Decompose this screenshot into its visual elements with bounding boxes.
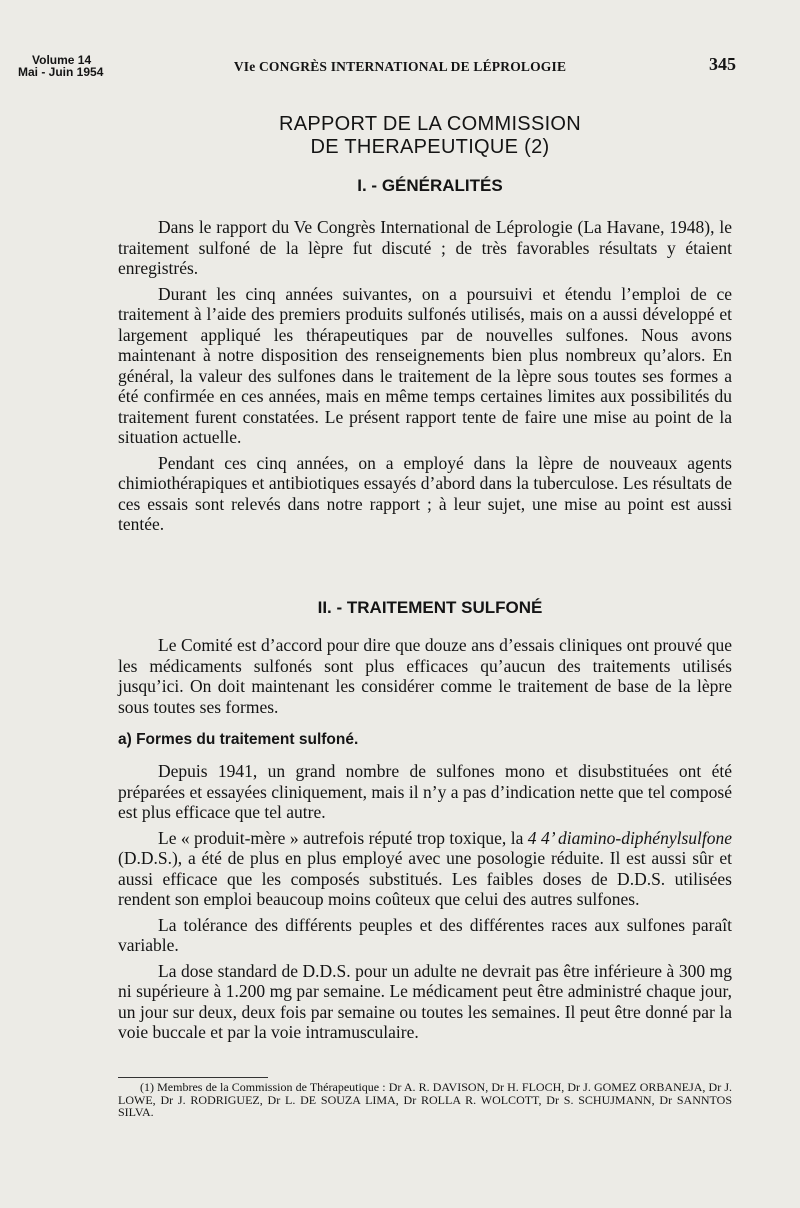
section-heading-generalites: I. - GÉNÉRALITÉS bbox=[357, 176, 503, 195]
report-title-line-1: RAPPORT DE LA COMMISSION bbox=[278, 113, 582, 135]
paragraph: La tolérance des différents peuples et des différentes races aux sulfones paraît variable. bbox=[118, 914, 732, 955]
footnote-text: (1) Membres de la Commission de Thérapeutique : Dr A. R. DAVISON, Dr H. FLOCH, Dr J. GOMEZ ORBANEJA, Dr J. LOWE, Dr J. RODRIGUEZ, Dr L. DE SOUZA LIMA, Dr ROLLA R. WOLCOTT, Dr S. SCHUJMANN, Dr SANNTOS SILVA. bbox=[118, 1080, 732, 1119]
text-run: Le « produit-mère » autrefois réputé trop toxique, la bbox=[158, 827, 528, 848]
paragraph: Depuis 1941, un grand nombre de sulfones mono et disubstituées ont été préparées et essayées cliniquement, mais il n’y a pas d’indication nette que tel composé est plus efficace que tel autre. bbox=[118, 761, 732, 822]
text-run: (D.D.S.), a été de plus en plus employé avec une posologie réduite. Il est aussi sûr et aussi efficace que les composés substitués. Les faibles doses de D.D.S. utilisées rendent son emploi beaucoup moins coûteux que celui des autres sulfones. bbox=[118, 848, 732, 909]
running-header: VIe CONGRÈS INTERNATIONAL DE LÉPROLOGIE bbox=[233, 59, 567, 74]
footnote bbox=[118, 1081, 732, 1119]
report-title-line-2: DE THERAPEUTIQUE (2) bbox=[310, 136, 550, 158]
section-body-traitement-sulfone bbox=[118, 635, 732, 722]
paragraph: La dose standard de D.D.S. pour un adulte ne devrait pas être inférieure à 300 mg ni supérieure à 1.200 mg par semaine. Le médicament peut être administré chaque jour, un jour sur deux, deux fois par semaine ou toutes les semaines. Il peut être donné par la voie buccale et par la voie intramusculaire. bbox=[118, 960, 732, 1042]
page-number: 345 bbox=[709, 54, 736, 74]
paragraph: Dans le rapport du Ve Congrès International de Léprologie (La Havane, 1948), le traitement sulfoné de la lèpre fut discuté ; de très favorables résultats y étaient enregistrés. bbox=[118, 217, 732, 278]
section-body-generalites bbox=[118, 217, 732, 540]
subsection-heading-formes: a) Formes du traitement sulfoné. bbox=[118, 731, 359, 748]
paragraph: Pendant ces cinq années, on a employé dans la lèpre de nouveaux agents chimiothérapiques et antibiotiques essayés d’abord dans la tuberculose. Les résultats de ces essais sont relevés dans notre rapport ; à leur sujet, une mise au point est aussi tentée. bbox=[118, 452, 732, 534]
paragraph: Durant les cinq années suivantes, on a poursuivi et étendu l’emploi de ce traitement à l’aide des premiers produits sulfonés utilisés, mais on a aussi développé et largement appliqué les thérapeutiques par de nouvelles sulfones. Nous avons maintenant à notre disposition des renseignements bien plus nombreux qu’alors. En général, la valeur des sulfones dans le traitement de la lèpre sous toutes ses formes a été confirmée en ces années, mais en même temps certaines limites aux possibilités du traitement furent constatées. Le présent rapport tente de faire une mise au point de la situation actuelle. bbox=[118, 283, 732, 447]
subsection-body-formes bbox=[118, 761, 732, 1048]
compound-name: 4 4’ diamino-diphénylsulfone bbox=[527, 827, 733, 848]
paragraph: Le Comité est d’accord pour dire que douze ans d’essais cliniques ont prouvé que les médicaments sulfonés sont plus efficaces qu’aucun des traitements utilisés jusqu’ici. On doit maintenant les considérer comme le traitement de base de la lèpre sous toutes ses formes. bbox=[118, 635, 732, 717]
paragraph bbox=[118, 828, 732, 910]
volume-label: Volume 14 bbox=[32, 53, 92, 67]
issue-date: Mai - Juin 1954 bbox=[18, 65, 104, 79]
footnote-divider bbox=[118, 1077, 268, 1078]
section-heading-traitement-sulfone: II. - TRAITEMENT SULFONÉ bbox=[317, 598, 543, 617]
